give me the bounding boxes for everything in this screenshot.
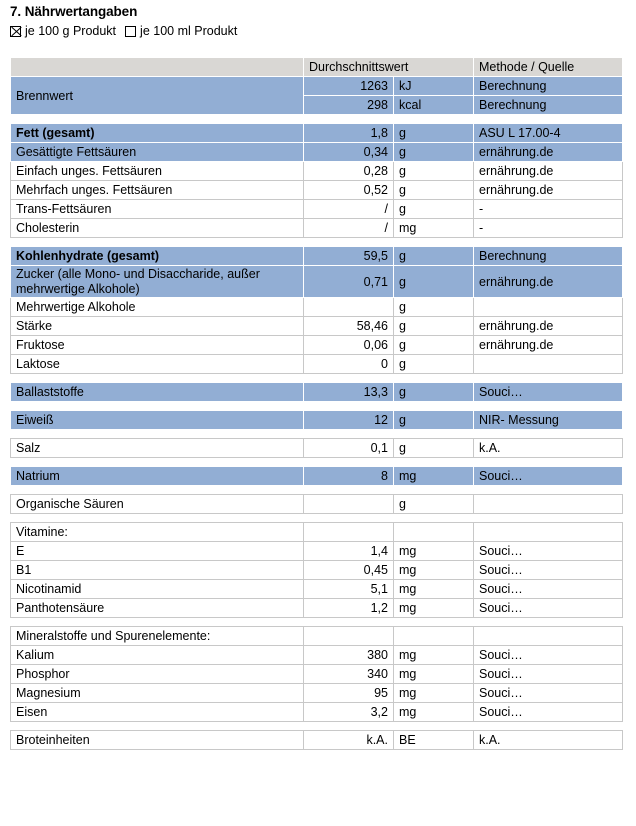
row-label-mehrfach: Mehrfach unges. Fettsäuren [11,181,304,200]
cell-method-phosphor: Souci… [474,665,623,684]
cell-method-fett: ASU L 17.00-4 [474,124,623,143]
table-row-brennwert-kj [11,77,623,96]
row-label-brennwert: Brennwert [11,77,304,115]
cell-value-kohlenhydrate: 59,5 [304,247,394,266]
cell-value-kalium: 380 [304,646,394,665]
cell-value-cholesterin: / [304,219,394,238]
cell-method-brennwert-kcal: Berechnung [474,96,623,115]
cell-value-broteinheiten: k.A. [304,731,394,750]
table-row-mehrfach-ungesaettigte [11,181,623,200]
cell-method-vitamin-e: Souci… [474,542,623,561]
section-gap [11,238,623,247]
row-label-cholesterin: Cholesterin [11,219,304,238]
cell-method-einfach: ernährung.de [474,162,623,181]
cell-value-eisen: 3,2 [304,703,394,722]
checkbox-per-100ml-label: je 100 ml Produkt [140,24,238,38]
table-row-laktose [11,355,623,374]
section-gap [11,115,623,124]
cell-method-organische [474,495,623,514]
cell-unit-gesaettigte: g [394,143,474,162]
cell-unit-mehrfach: g [394,181,474,200]
row-label-vitamine: Vitamine: [11,523,304,542]
cell-unit-eiweiss: g [394,411,474,430]
section-gap [11,722,623,731]
cell-method-natrium: Souci… [474,467,623,486]
cell-unit-laktose: g [394,355,474,374]
section-gap [11,374,623,383]
table-row-fett [11,124,623,143]
cell-value-brennwert-kj: 1263 [304,77,394,96]
row-label-panthotensaeure: Panthotensäure [11,599,304,618]
cell-unit-phosphor: mg [394,665,474,684]
cell-unit-vitamin-b1: mg [394,561,474,580]
cell-unit-ballaststoffe: g [394,383,474,402]
cell-method-eisen: Souci… [474,703,623,722]
row-label-vitamin-b1: B1 [11,561,304,580]
row-label-fett: Fett (gesamt) [11,124,304,143]
cell-method-nicotinamid: Souci… [474,580,623,599]
table-row-kalium [11,646,623,665]
cell-method-laktose [474,355,623,374]
table-row-vitamin-e [11,542,623,561]
table-row-eiweiss [11,411,623,430]
cell-method-kohlenhydrate: Berechnung [474,247,623,266]
row-label-alkohole: Mehrwertige Alkohole [11,298,304,317]
table-row-gesaettigte-fettsaeuren [11,143,623,162]
cell-value-mehrfach: 0,52 [304,181,394,200]
table-row-salz [11,439,623,458]
cell-unit-mineralstoffe [394,627,474,646]
section-gap [11,486,623,495]
table-row-cholesterin [11,219,623,238]
cell-value-ballaststoffe: 13,3 [304,383,394,402]
table-row-mehrwertige-alkohole [11,298,623,317]
cell-value-fruktose: 0,06 [304,336,394,355]
row-label-trans: Trans-Fettsäuren [11,200,304,219]
row-label-staerke: Stärke [11,317,304,336]
cell-unit-alkohole: g [394,298,474,317]
header-average-value: Durchschnittswert [304,58,474,77]
cell-unit-kohlenhydrate: g [394,247,474,266]
cell-method-mehrfach: ernährung.de [474,181,623,200]
table-header-row [11,58,623,77]
cell-method-ballaststoffe: Souci… [474,383,623,402]
row-label-mineralstoffe: Mineralstoffe und Spurenelemente: [11,627,304,646]
section-gap [11,618,623,627]
cell-unit-brennwert-kcal: kcal [394,96,474,115]
row-label-einfach: Einfach unges. Fettsäuren [11,162,304,181]
cell-value-vitamine [304,523,394,542]
checkbox-per-100g-label: je 100 g Produkt [25,24,117,38]
cell-unit-nicotinamid: mg [394,580,474,599]
checkbox-per-100g[interactable] [10,26,21,37]
row-label-zucker: Zucker (alle Mono- und Disaccharide, außer mehrwertige Alkohole) [11,266,304,298]
cell-unit-staerke: g [394,317,474,336]
table-row-organische-saeuren [11,495,623,514]
cell-unit-magnesium: mg [394,684,474,703]
cell-method-panthotensaeure: Souci… [474,599,623,618]
cell-value-zucker: 0,71 [304,266,394,298]
cell-method-cholesterin: - [474,219,623,238]
cell-value-salz: 0,1 [304,439,394,458]
section-gap [11,402,623,411]
cell-method-vitamin-b1: Souci… [474,561,623,580]
cell-value-mineralstoffe [304,627,394,646]
cell-value-trans: / [304,200,394,219]
cell-method-fruktose: ernährung.de [474,336,623,355]
cell-method-magnesium: Souci… [474,684,623,703]
section-gap [11,458,623,467]
cell-value-eiweiss: 12 [304,411,394,430]
section-gap [11,430,623,439]
header-method-source: Methode / Quelle [474,58,623,77]
cell-unit-vitamin-e: mg [394,542,474,561]
row-label-natrium: Natrium [11,467,304,486]
table-row-fruktose [11,336,623,355]
cell-value-vitamin-e: 1,4 [304,542,394,561]
cell-unit-vitamine [394,523,474,542]
table-row-einfach-ungesaettigte [11,162,623,181]
section-gap [11,514,623,523]
cell-unit-panthotensaeure: mg [394,599,474,618]
basis-option-group [10,24,237,38]
cell-value-phosphor: 340 [304,665,394,684]
cell-value-vitamin-b1: 0,45 [304,561,394,580]
cell-value-alkohole [304,298,394,317]
row-label-magnesium: Magnesium [11,684,304,703]
row-label-eiweiss: Eiweiß [11,411,304,430]
cell-unit-zucker: g [394,266,474,298]
cell-value-magnesium: 95 [304,684,394,703]
cell-value-staerke: 58,46 [304,317,394,336]
cell-unit-cholesterin: mg [394,219,474,238]
row-label-broteinheiten: Broteinheiten [11,731,304,750]
table-row-staerke [11,317,623,336]
table-row-zucker [11,266,623,298]
table-row-ballaststoffe [11,383,623,402]
row-label-fruktose: Fruktose [11,336,304,355]
cell-value-brennwert-kcal: 298 [304,96,394,115]
cell-value-nicotinamid: 5,1 [304,580,394,599]
row-label-ballaststoffe: Ballaststoffe [11,383,304,402]
table-row-eisen [11,703,623,722]
cell-method-trans: - [474,200,623,219]
row-label-phosphor: Phosphor [11,665,304,684]
table-row-vitamin-b1 [11,561,623,580]
row-label-gesaettigte: Gesättigte Fettsäuren [11,143,304,162]
table-row-phosphor [11,665,623,684]
cell-value-laktose: 0 [304,355,394,374]
row-label-laktose: Laktose [11,355,304,374]
cell-unit-fruktose: g [394,336,474,355]
table-row-trans-fettsaeuren [11,200,623,219]
cell-method-salz: k.A. [474,439,623,458]
cell-unit-organische: g [394,495,474,514]
cell-value-organische [304,495,394,514]
cell-method-gesaettigte: ernährung.de [474,143,623,162]
cell-method-kalium: Souci… [474,646,623,665]
cell-unit-brennwert-kj: kJ [394,77,474,96]
row-label-nicotinamid: Nicotinamid [11,580,304,599]
cell-method-staerke: ernährung.de [474,317,623,336]
cell-method-zucker: ernährung.de [474,266,623,298]
nutrition-table [10,57,623,750]
cell-unit-natrium: mg [394,467,474,486]
table-row-mineralstoffe-header [11,627,623,646]
table-row-nicotinamid [11,580,623,599]
checkbox-per-100ml[interactable] [125,26,136,37]
table-row-vitamine-header [11,523,623,542]
row-label-salz: Salz [11,439,304,458]
table-row-magnesium [11,684,623,703]
table-row-kohlenhydrate [11,247,623,266]
cell-method-brennwert-kj: Berechnung [474,77,623,96]
cell-unit-kalium: mg [394,646,474,665]
cell-value-natrium: 8 [304,467,394,486]
row-label-kalium: Kalium [11,646,304,665]
cell-value-fett: 1,8 [304,124,394,143]
cell-unit-broteinheiten: BE [394,731,474,750]
cell-method-vitamine [474,523,623,542]
table-row-broteinheiten [11,731,623,750]
cell-unit-einfach: g [394,162,474,181]
row-label-eisen: Eisen [11,703,304,722]
cell-method-alkohole [474,298,623,317]
cell-unit-salz: g [394,439,474,458]
cell-method-mineralstoffe [474,627,623,646]
table-row-panthotensaeure [11,599,623,618]
cell-unit-trans: g [394,200,474,219]
page-title: 7. Nährwertangaben [10,4,138,19]
cell-value-panthotensaeure: 1,2 [304,599,394,618]
cell-method-broteinheiten: k.A. [474,731,623,750]
row-label-kohlenhydrate: Kohlenhydrate (gesamt) [11,247,304,266]
cell-method-eiweiss: NIR- Messung [474,411,623,430]
cell-value-einfach: 0,28 [304,162,394,181]
cell-unit-eisen: mg [394,703,474,722]
table-row-natrium [11,467,623,486]
row-label-vitamin-e: E [11,542,304,561]
cell-unit-fett: g [394,124,474,143]
header-name [11,58,304,77]
cell-value-gesaettigte: 0,34 [304,143,394,162]
row-label-organische: Organische Säuren [11,495,304,514]
